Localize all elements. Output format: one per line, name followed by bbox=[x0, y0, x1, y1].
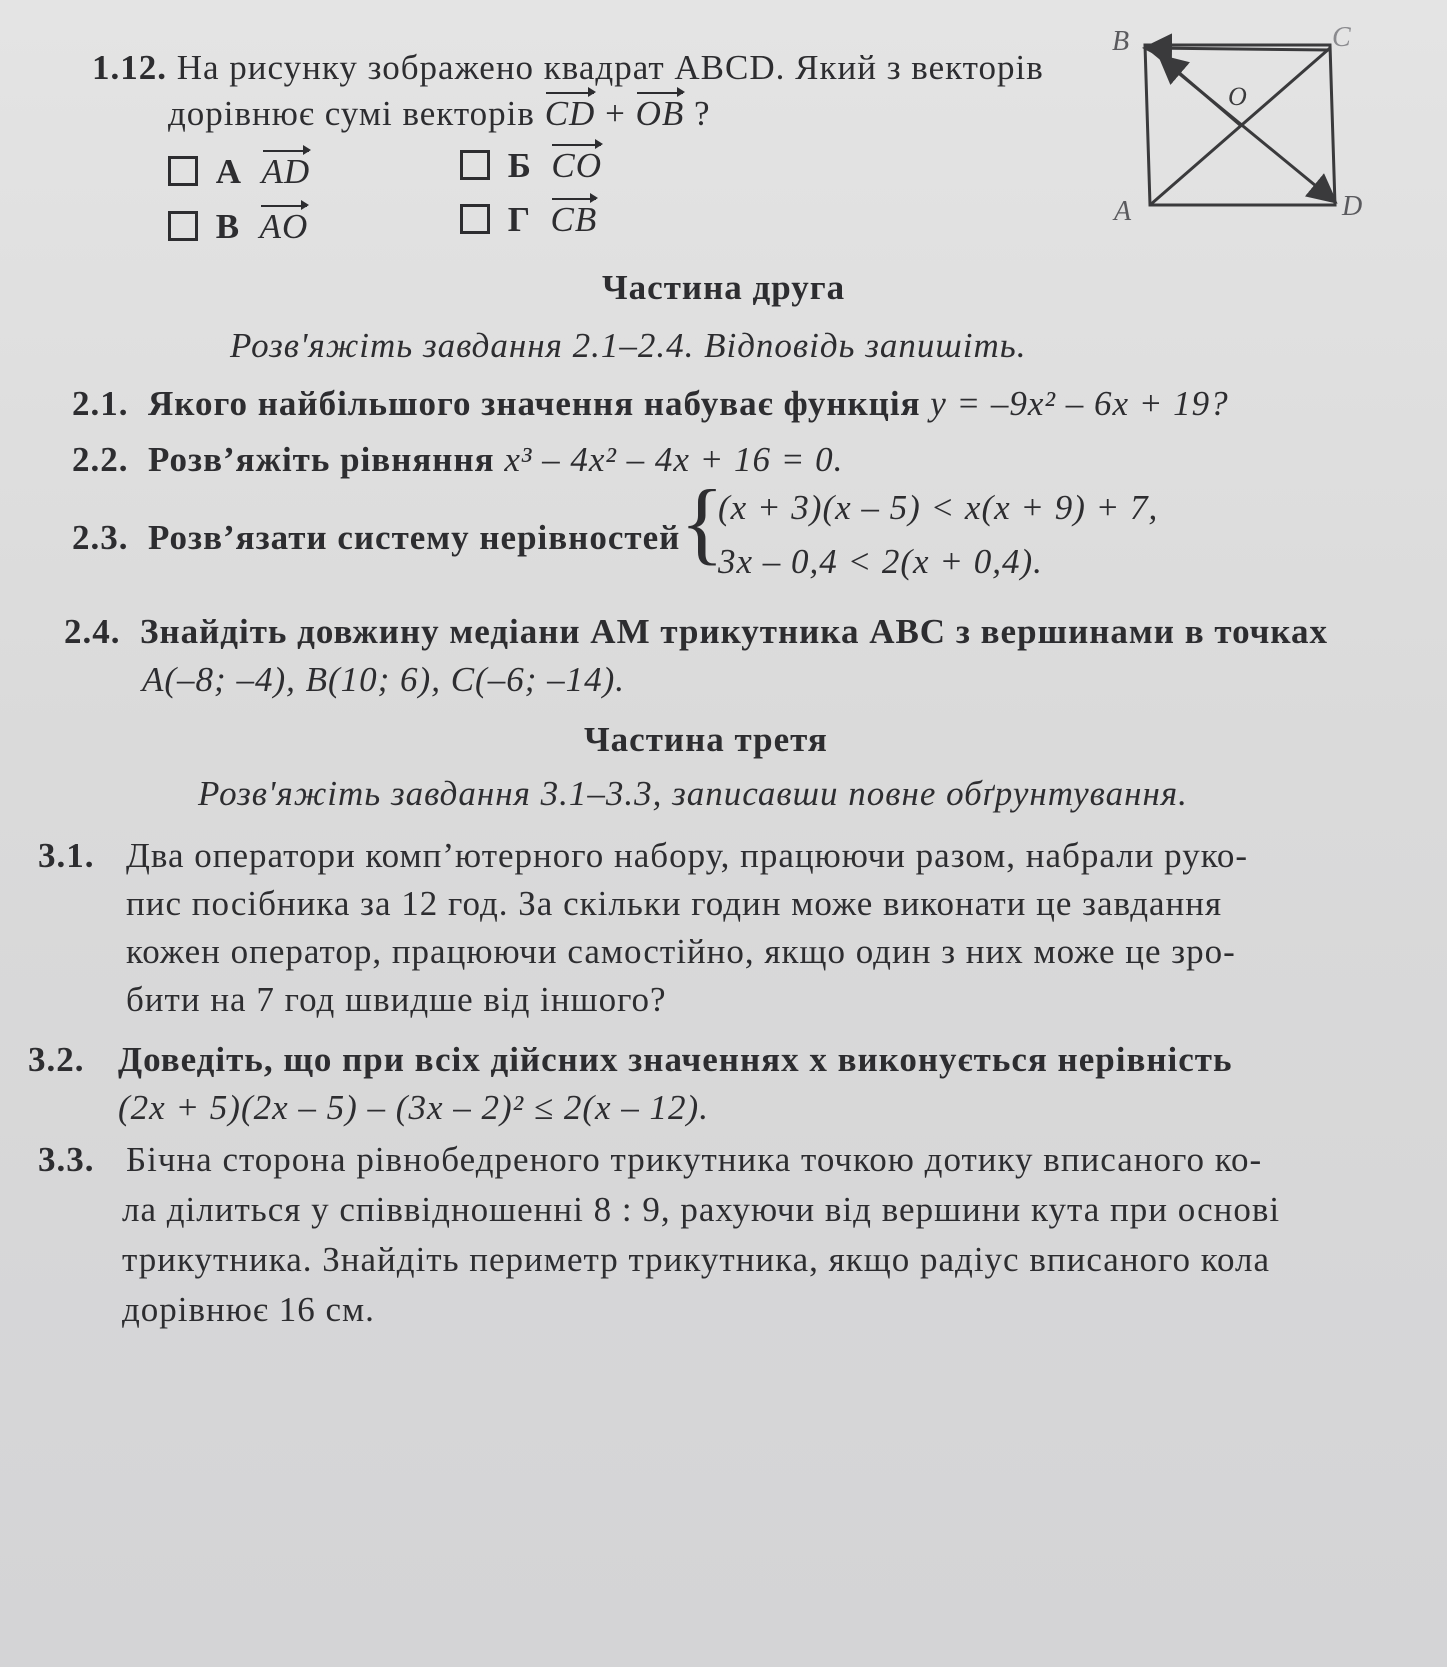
option-letter: В bbox=[215, 207, 241, 246]
option-a[interactable] bbox=[168, 152, 310, 192]
system-brace: { bbox=[680, 471, 725, 573]
problem-number: 2.2. bbox=[72, 440, 129, 479]
plus-sign: + bbox=[605, 94, 626, 133]
problem-3-1-line: кожен оператор, працюючи самостійно, якщо один з них може це зро- bbox=[126, 932, 1236, 971]
part3-title: Частина третя bbox=[584, 720, 828, 759]
center-o-label: O bbox=[1228, 82, 1247, 111]
problem-2-2 bbox=[72, 440, 843, 480]
problem-3-3-line: ла ділиться у співвідношенні 8 : 9, рахуючи від вершини кута при основі bbox=[122, 1190, 1281, 1229]
checkbox[interactable] bbox=[168, 156, 198, 186]
option-b[interactable] bbox=[460, 146, 602, 186]
option-v[interactable] bbox=[168, 207, 308, 247]
problem-number: 1.12. bbox=[92, 48, 167, 87]
system-inequality-1: (x + 3)(x – 5) < x(x + 9) + 7, bbox=[718, 488, 1159, 527]
problem-text: Якого найбільшого значення набуває функція bbox=[148, 384, 921, 423]
problem-3-1-number: 3.1. bbox=[38, 836, 95, 875]
problem-text: Знайдіть довжину медіани AM трикутника ABC з вершинами в точках bbox=[140, 612, 1329, 651]
part2-title: Частина друга bbox=[602, 268, 846, 307]
problem-math: x³ – 4x² – 4x + 16 = 0. bbox=[504, 440, 844, 479]
problem-2-3 bbox=[72, 518, 680, 558]
problem-1-12-line2 bbox=[168, 94, 711, 134]
problem-number: 2.3. bbox=[72, 518, 129, 557]
problem-number: 2.1. bbox=[72, 384, 129, 423]
problem-3-1-line: Два оператори комп’ютерного набору, працюючи разом, набрали руко- bbox=[126, 836, 1249, 875]
problem-math: y = –9x² – 6x + 19? bbox=[930, 384, 1229, 423]
problem-3-2-number: 3.2. bbox=[28, 1040, 85, 1079]
vertex-b-label: B bbox=[1112, 26, 1130, 57]
problem-3-2-line: (2x + 5)(2x – 5) – (3x – 2)² ≤ 2(x – 12). bbox=[118, 1088, 709, 1127]
checkbox[interactable] bbox=[460, 150, 490, 180]
vertex-d-label: D bbox=[1342, 191, 1363, 222]
checkbox[interactable] bbox=[168, 211, 198, 241]
problem-number: 2.4. bbox=[64, 612, 121, 651]
checkbox[interactable] bbox=[460, 204, 490, 234]
option-letter: Г bbox=[507, 200, 532, 239]
problem-text: дорівнює сумі векторів bbox=[168, 94, 535, 133]
problem-3-3-line: дорівнює 16 см. bbox=[122, 1290, 375, 1329]
problem-3-1-line: пис посібника за 12 год. За скільки годин може виконати це завдання bbox=[126, 884, 1223, 923]
problem-3-2-line: Доведіть, що при всіх дійсних значеннях x виконується нерівність bbox=[118, 1040, 1233, 1079]
option-vector: AD bbox=[261, 152, 311, 191]
vertex-a-label: A bbox=[1114, 196, 1132, 227]
question-mark: ? bbox=[693, 94, 711, 133]
problem-3-3-line: трикутника. Знайдіть периметр трикутника, якщо радіус вписаного кола bbox=[122, 1240, 1271, 1279]
problem-2-4 bbox=[64, 612, 1328, 652]
vector-cd: CD bbox=[544, 94, 596, 133]
problem-text: Розв’язати систему нерівностей bbox=[148, 518, 681, 557]
problem-3-1-line: бити на 7 год швидше від іншого? bbox=[126, 980, 667, 1019]
problem-text: Розв’яжіть рівняння bbox=[148, 440, 495, 479]
option-vector: AO bbox=[259, 207, 309, 246]
option-g[interactable] bbox=[460, 200, 597, 240]
part3-subtitle: Розв'яжіть завдання 3.1–3.3, записавши повне обґрунтування. bbox=[198, 774, 1188, 813]
problem-2-1 bbox=[72, 384, 1229, 424]
problem-3-3-line: Бічна сторона рівнобедреного трикутника точкою дотику вписаного ко- bbox=[126, 1140, 1263, 1179]
option-letter: Б bbox=[507, 146, 532, 185]
problem-3-3-number: 3.3. bbox=[38, 1140, 95, 1179]
option-letter: А bbox=[215, 152, 243, 191]
problem-1-12-line1 bbox=[92, 48, 1044, 88]
option-vector: CO bbox=[551, 146, 603, 185]
system-inequality-2: 3x – 0,4 < 2(x + 0,4). bbox=[718, 542, 1043, 581]
vertex-c-label: C bbox=[1332, 22, 1351, 53]
problem-text: На рисунку зображено квадрат ABCD. Який з векторів bbox=[176, 48, 1044, 87]
square-abcd-figure bbox=[1100, 20, 1380, 230]
vector-cb-arrow bbox=[1148, 48, 1330, 50]
option-vector: CB bbox=[550, 200, 598, 239]
vector-ob: OB bbox=[635, 94, 685, 133]
part2-subtitle: Розв'яжіть завдання 2.1–2.4. Відповідь запишіть. bbox=[230, 326, 1027, 365]
problem-2-4-points: A(–8; –4), B(10; 6), C(–6; –14). bbox=[142, 660, 626, 699]
